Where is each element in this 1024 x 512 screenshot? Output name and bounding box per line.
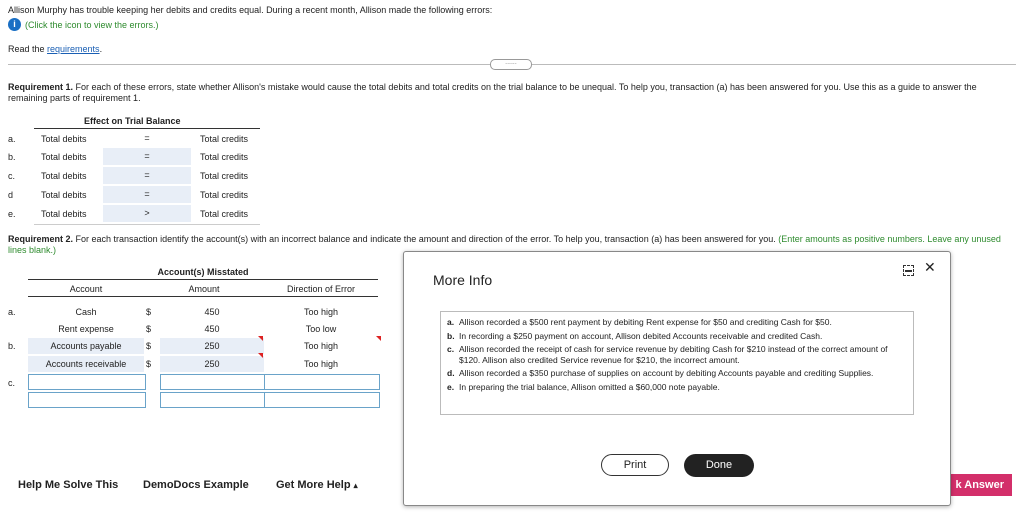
row-letter: a. <box>8 134 16 144</box>
minimize-icon[interactable] <box>903 265 914 276</box>
effect-operator[interactable]: = <box>103 186 191 203</box>
done-button[interactable]: Done <box>684 454 754 477</box>
account-input[interactable] <box>28 374 146 390</box>
info-item <box>447 331 907 342</box>
currency-symbol: $ <box>146 324 152 334</box>
total-credits-label: Total credits <box>200 152 249 162</box>
row-letter: e. <box>8 209 16 219</box>
currency-symbol: $ <box>146 341 152 351</box>
direction-cell: Too low <box>305 324 337 334</box>
total-debits-label: Total debits <box>41 209 87 219</box>
info-item <box>447 344 907 365</box>
errors-info-row <box>8 18 159 31</box>
row-letter: c. <box>8 378 16 388</box>
amount-cell: 450 <box>204 307 220 317</box>
amount-cell[interactable]: 250 <box>160 356 264 372</box>
info-icon[interactable]: i <box>8 18 21 31</box>
row-letter: d <box>8 190 14 200</box>
close-icon[interactable]: ✕ <box>924 259 936 275</box>
help-me-solve-button[interactable]: Help Me Solve This <box>18 479 119 491</box>
info-item-text: Allison recorded the receipt of cash for service revenue by debiting Cash for $210 instead of the correct amount of $120. Allison also credited Service revenue for $210, the incorrect amount. <box>459 344 888 365</box>
requirements-link[interactable]: requirements <box>47 44 100 54</box>
direction-cell: Too high <box>303 307 339 317</box>
total-debits-label: Total debits <box>41 152 87 162</box>
effect-operator[interactable]: = <box>103 148 191 165</box>
effect-operator[interactable]: = <box>103 167 191 184</box>
click-note[interactable]: (Click the icon to view the errors.) <box>25 19 159 30</box>
info-item-text: Allison recorded a $350 purchase of supplies on account by debiting Accounts payable and crediting Supplies. <box>459 368 874 378</box>
account-cell[interactable]: Accounts payable <box>28 338 144 354</box>
check-answer-button[interactable]: k Answer <box>940 474 1012 496</box>
info-item-text: In preparing the trial balance, Allison omitted a $60,000 note payable. <box>459 381 720 392</box>
requirement-2-text: Requirement 2. For each transaction identify the account(s) with an incorrect balance and indicate the amount and direction of the error. To help you, transaction (a) has been answered for you. (Enter amounts as positive numbers. Leave any unused lines blank.) <box>8 234 1001 255</box>
info-item-label: d. <box>447 368 455 378</box>
print-button[interactable]: Print <box>601 454 669 476</box>
info-item <box>447 368 907 379</box>
direction-input[interactable] <box>264 374 380 390</box>
total-credits-label: Total credits <box>200 134 249 144</box>
effect-operator[interactable]: = <box>144 133 150 143</box>
demodocs-button[interactable]: DemoDocs Example <box>143 479 249 491</box>
row-letter: b. <box>8 341 16 351</box>
dialog-title: More Info <box>433 272 493 288</box>
info-item-label: b. <box>447 330 455 341</box>
info-item-label: a. <box>447 317 455 327</box>
info-item-label: c. <box>447 344 455 354</box>
direction-cell[interactable]: Too high <box>303 341 339 351</box>
intro-text: Allison Murphy has trouble keeping her debits and credits equal. During a recent month, Allison made the following errors: <box>8 5 493 15</box>
get-more-help-button[interactable]: Get More Help ▴ <box>276 479 358 491</box>
flag-marker <box>258 336 263 341</box>
total-debits-label: Total debits <box>41 171 87 181</box>
flag-marker <box>376 336 381 341</box>
direction-input[interactable] <box>264 392 380 408</box>
col-amount: Amount <box>188 284 220 294</box>
amount-input[interactable] <box>160 392 266 408</box>
total-debits-label: Total debits <box>41 134 87 144</box>
info-list <box>440 311 914 415</box>
account-cell[interactable]: Accounts receivable <box>28 356 144 372</box>
trial-balance-header: Effect on Trial Balance <box>84 116 181 126</box>
account-cell: Rent expense <box>58 324 114 334</box>
currency-symbol: $ <box>146 307 152 317</box>
total-credits-label: Total credits <box>200 190 249 200</box>
col-direction: Direction of Error <box>286 284 356 294</box>
amount-cell: 450 <box>204 324 220 334</box>
direction-cell[interactable]: Too high <box>303 359 339 369</box>
info-item-text: In recording a $250 payment on account, Allison debited Accounts receivable and credited Cash. <box>459 330 823 341</box>
divider-handle[interactable]: ...... <box>490 59 532 70</box>
account-cell: Cash <box>75 307 97 317</box>
total-credits-label: Total credits <box>200 209 249 219</box>
row-letter: c. <box>8 171 16 181</box>
info-item <box>447 382 907 393</box>
read-requirements: Read the requirements. <box>8 44 103 54</box>
amount-cell[interactable]: 250 <box>160 338 264 354</box>
info-item-text: Allison recorded a $500 rent payment by debiting Rent expense for $50 and crediting Cash for $50. <box>459 317 832 327</box>
requirement-1-text: Requirement 1. For each of these errors, state whether Allison's mistake would cause the total debits and total credits on the trial balance to be unequal. To help you, transaction (a) has been answered for you. Use this as a guide to answer the remaining parts of requirement 1. <box>8 82 977 103</box>
total-credits-label: Total credits <box>200 171 249 181</box>
chevron-up-icon: ▴ <box>353 481 358 490</box>
row-letter: b. <box>8 152 16 162</box>
more-info-dialog <box>403 251 951 506</box>
account-input[interactable] <box>28 392 146 408</box>
info-item <box>447 317 907 328</box>
total-debits-label: Total debits <box>41 190 87 200</box>
col-account: Account <box>69 284 103 294</box>
row-letter: a. <box>8 307 16 317</box>
flag-marker <box>258 353 263 358</box>
info-item-label: e. <box>447 381 455 392</box>
amount-input[interactable] <box>160 374 266 390</box>
misstated-header: Account(s) Misstated <box>157 267 249 277</box>
currency-symbol: $ <box>146 359 152 369</box>
effect-operator[interactable]: > <box>103 205 191 222</box>
